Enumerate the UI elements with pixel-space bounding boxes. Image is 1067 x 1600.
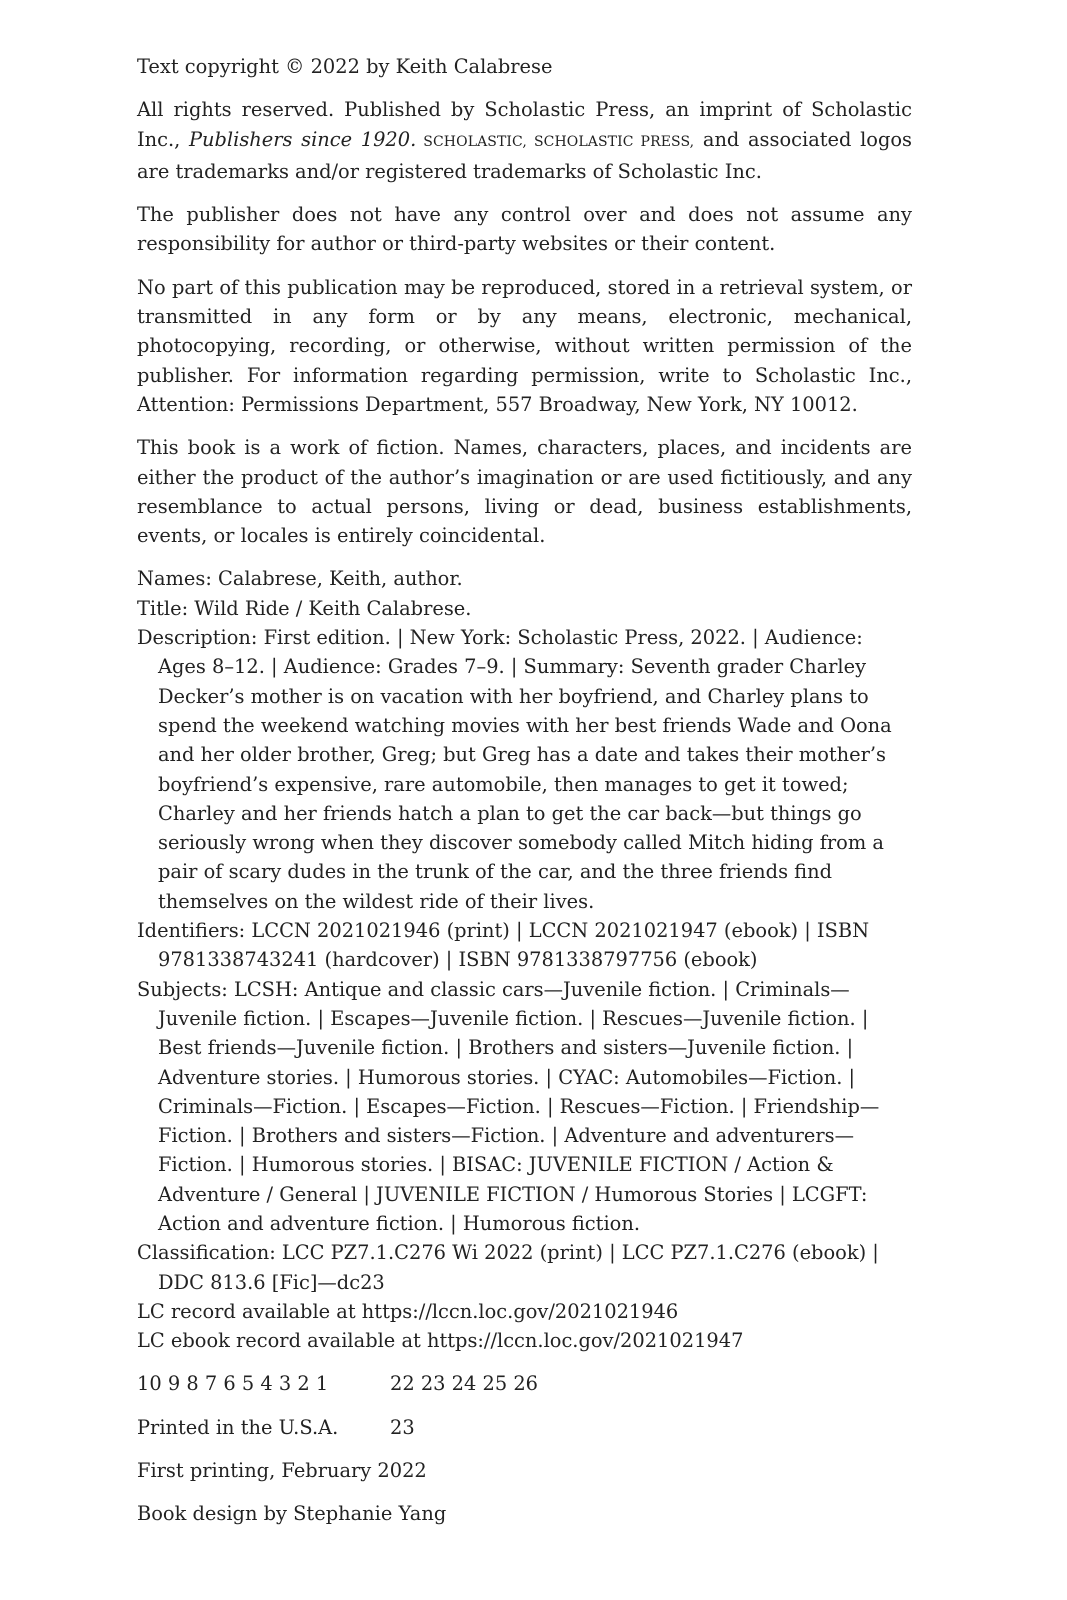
printed-in-line <box>137 1413 912 1442</box>
year-numbers: 22 23 24 25 26 <box>390 1372 539 1396</box>
printed-in-label: Printed in the U.S.A. <box>137 1415 339 1439</box>
printed-in-code: 23 <box>390 1415 415 1439</box>
rights-text-2: and associated logos are trademarks and/or registered trademarks of Scholastic Inc. <box>137 127 912 183</box>
printing-line <box>137 1369 912 1398</box>
copyright-page <box>137 52 912 1543</box>
rights-italic: Publishers since 1920. <box>188 127 417 151</box>
cip-description: Description: First edition. | New York: Scholastic Press, 2022. | Audience: Ages 8–12. | Audience: Grades 7–9. | Summary: Seventh grader Charley Decker’s mother is on vacation with her boyfriend, and Charley plans to spend the weekend watching movies with her best friends Wade and Oona and her older brother, Greg; but Greg has a date and takes their mother’s boyfriend’s expensive, rare automobile, then manages to get it towed; Charley and her friends hatch a plan to get the car back—but things go seriously wrong when they discover somebody called Mitch hiding from a pair of scary dudes in the trunk of the car, and the three friends find themselves on the wildest ride of their lives. <box>137 626 892 913</box>
rights-paragraph <box>137 95 912 186</box>
cip-identifiers: Identifiers: LCCN 2021021946 (print) | LCCN 2021021947 (ebook) | ISBN 9781338743241 (hardcover) | ISBN 9781338797756 (ebook) <box>137 919 870 972</box>
copyright-line: Text copyright © 2022 by Keith Calabrese <box>137 55 553 78</box>
rights-smallcaps: SCHOLASTIC, SCHOLASTIC PRESS, <box>416 133 695 150</box>
first-printing: First printing, February 2022 <box>137 1459 427 1483</box>
cip-names: Names: Calabrese, Keith, author. <box>137 567 463 591</box>
fiction-notice: This book is a work of fiction. Names, characters, places, and incidents are either the product of the author’s imagination or are used fictitiously, and any resemblance to actual persons, living or dead, business establishments, events, or locales is entirely coincidental. <box>137 436 912 548</box>
cip-title: Title: Wild Ride / Keith Calabrese. <box>137 596 472 620</box>
impression-numbers: 10 9 8 7 6 5 4 3 2 1 <box>137 1372 329 1396</box>
cip-lc-record: LC record available at https://lccn.loc.gov/2021021946 <box>137 1299 679 1323</box>
rights-text-1: All rights reserved. Published by Scholastic Press, an imprint of Scholastic Inc., <box>137 98 912 151</box>
book-design-credit: Book design by Stephanie Yang <box>137 1502 447 1526</box>
cip-subjects: Subjects: LCSH: Antique and classic cars—Juvenile fiction. | Criminals—Juvenile fiction. | Escapes—Juvenile fiction. | Rescues—Juvenile fiction. | Best friends—Juvenile fiction. | Brothers and sisters—Juvenile fiction. | Adventure stories. | Humorous stories. | CYAC: Automobiles—Fiction. | Criminals—Fiction. | Escapes—Fiction. | Rescues—Fiction. | Friendship—Fiction. | Brothers and sisters—Fiction. | Adventure and adventurers—Fiction. | Humorous stories. | BISAC: JUVENILE FICTION / Action & Adventure / General | JUVENILE FICTION / Humorous Stories | LCGFT: Action and adventure fiction. | Humorous fiction. <box>137 977 880 1235</box>
cip-lc-ebook-record: LC ebook record available at https://lccn.loc.gov/2021021947 <box>137 1329 744 1353</box>
cip-classification: Classification: LCC PZ7.1.C276 Wi 2022 (print) | LCC PZ7.1.C276 (ebook) | DDC 813.6 [Fic]—dc23 <box>137 1241 879 1294</box>
publisher-disclaimer: The publisher does not have any control over and does not assume any responsibility for author or third-party websites or their content. <box>137 203 912 256</box>
reproduction-notice: No part of this publication may be reproduced, stored in a retrieval system, or transmitted in any form or by any means, electronic, mechanical, photocopying, recording, or otherwise, without written permission of the publisher. For information regarding permission, write to Scholastic Inc., Attention: Permissions Department, 557 Broadway, New York, NY 10012. <box>137 275 912 416</box>
cip-data <box>137 564 912 1355</box>
